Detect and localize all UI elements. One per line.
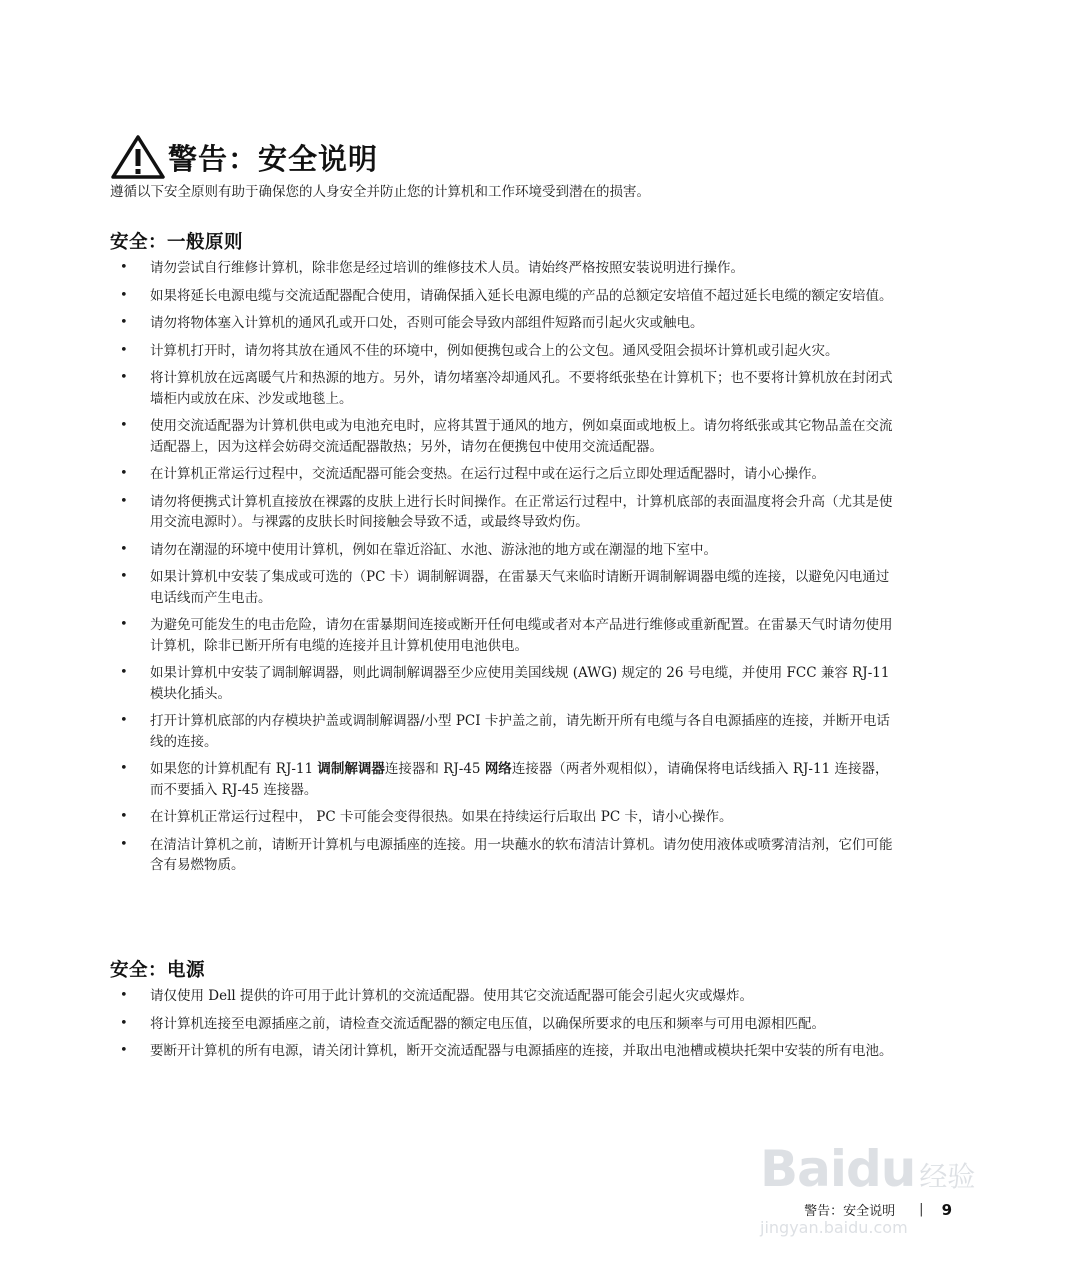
bullet-icon: • [120,569,128,584]
bullet-icon: • [120,617,128,632]
bullet-icon: • [120,809,128,824]
section-heading-general: 安全：一般原则 [110,232,244,253]
page-footer [804,1200,952,1219]
watermark-brand: Baidu [760,1140,916,1198]
footer-separator: | [919,1202,924,1217]
page-title-row [110,134,378,180]
watermark-sub: 经验 [919,1160,976,1193]
list-item: • 如果将延长电源电缆与交流适配器配合使用，请确保插入延长电源电缆的产品的总额定安培值不超过延长电缆的额定安培值。 [110,286,900,307]
list-item: • 如果计算机中安装了集成或可选的（PC 卡）调制解调器，在雷暴天气来临时请断开调制解调器电缆的连接，以避免闪电通过电话线而产生电击。 [120,569,890,606]
watermark-url: jingyan.baidu.com [760,1218,908,1237]
warning-triangle-icon [110,134,166,180]
section-heading-power: 安全：电源 [110,960,206,981]
list-item: • 将计算机连接至电源插座之前，请检查交流适配器的额定电压值，以确保所要求的电压和频率与可用电源相匹配。 [110,1014,900,1035]
bullet-icon: • [120,342,128,358]
list-item: • 计算机打开时，请勿将其放在通风不佳的环境中，例如便携包或合上的公文包。通风受阻会损坏计算机或引起火灾。 [110,341,900,362]
bullet-icon: • [120,260,128,275]
list-item: • 请勿在潮湿的环境中使用计算机，例如在靠近浴缸、水池、游泳池的地方或在潮湿的地下室中。 [110,540,900,561]
bullet-icon: • [120,418,128,433]
general-safety-list [110,258,900,876]
list-item: • 在计算机正常运行过程中，交流适配器可能会变热。在运行过程中或在运行之后立即处理适配器时，请小心操作。 [110,464,900,485]
bullet-icon: • [120,493,128,509]
list-item: • 如果您的计算机配有 RJ-11 调制解调器连接器和 RJ-45 网络连接器（两者外观相似），请确保将电话线插入 RJ-11 连接器，而不要插入 RJ-45 连接器。 [120,761,889,798]
list-item: • 在清洁计算机之前，请断开计算机与电源插座的连接。用一块蘸水的软布清洁计算机。请勿使用液体或喷雾清洁剂，它们可能含有易燃物质。 [120,836,893,873]
bullet-icon: • [120,1043,128,1058]
list-item: • 请勿将物体塞入计算机的通风孔或开口处，否则可能会导致内部组件短路而引起火灾或触电。 [110,313,900,334]
footer-label: 警告：安全说明 [804,1204,896,1219]
bullet-icon: • [120,370,128,385]
page-number: 9 [941,1200,952,1219]
section-general-safety [110,228,900,883]
bullet-icon: • [120,988,128,1003]
list-item: • 为避免可能发生的电击危险，请勿在雷暴期间连接或断开任何电缆或者对本产品进行维修或重新配置。在雷暴天气时请勿使用计算机，除非已断开所有电缆的连接并且计算机使用电池供电。 [120,617,893,654]
bullet-icon: • [120,315,128,330]
bullet-icon: • [120,713,128,728]
list-item: • 使用交流适配器为计算机供电或为电池充电时，应将其置于通风的地方，例如桌面或地板上。请勿将纸张或其它物品盖在交流适配器上，因为这样会妨碍交流适配器散热；另外，请勿在便携包中使用交流适配器。 [120,418,893,455]
list-item: • 请勿将便携式计算机直接放在裸露的皮肤上进行长时间操作。在正常运行过程中，计算机底部的表面温度将会升高（尤其是使用交流电源时）。与裸露的皮肤长时间接触会导致不适，或最终导致灼伤。 [120,493,893,530]
bullet-icon: • [120,541,128,557]
list-item: • 请仅使用 Dell 提供的许可用于此计算机的交流适配器。使用其它交流适配器可能会引起火灾或爆炸。 [110,986,900,1007]
list-item: • 打开计算机底部的内存模块护盖或调制解调器/小型 PCI 卡护盖之前，请先断开所有电缆与各自电源插座的连接，并断开电话线的连接。 [120,713,890,750]
bullet-icon: • [120,836,128,852]
bullet-icon: • [120,761,128,776]
bold-term-network: 网络 [484,761,512,777]
list-item: • 如果计算机中安装了调制解调器，则此调制解调器至少应使用美国线规 (AWG) 规定的 26 号电缆，并使用 FCC 兼容 RJ-11 模块化插头。 [120,665,890,702]
section-power-safety [110,956,900,1069]
bold-term-modem: 调制解调器 [317,761,385,777]
bullet-icon: • [120,287,128,303]
list-item: • 在计算机正常运行过程中， PC 卡可能会变得很热。如果在持续运行后取出 PC 卡，请小心操作。 [110,807,900,828]
list-item: • 将计算机放在远离暖气片和热源的地方。另外，请勿堵塞冷却通风孔。不要将纸张垫在计算机下；也不要将计算机放在封闭式墙柜内或放在床、沙发或地毯上。 [120,370,893,407]
bullet-icon: • [120,665,128,680]
list-item: • 请勿尝试自行维修计算机，除非您是经过培训的维修技术人员。请始终严格按照安装说明进行操作。 [110,258,900,279]
list-item: • 要断开计算机的所有电源，请关闭计算机，断开交流适配器与电源插座的连接，并取出电池槽或模块托架中安装的所有电池。 [110,1041,900,1062]
bullet-icon: • [120,1015,128,1031]
intro-paragraph: 遵循以下安全原则有助于确保您的人身安全并防止您的计算机和工作环境受到潜在的损害。 [110,184,650,200]
bullet-icon: • [120,466,128,481]
page-title: 警告：安全说明 [168,141,379,176]
power-safety-list [110,986,900,1062]
